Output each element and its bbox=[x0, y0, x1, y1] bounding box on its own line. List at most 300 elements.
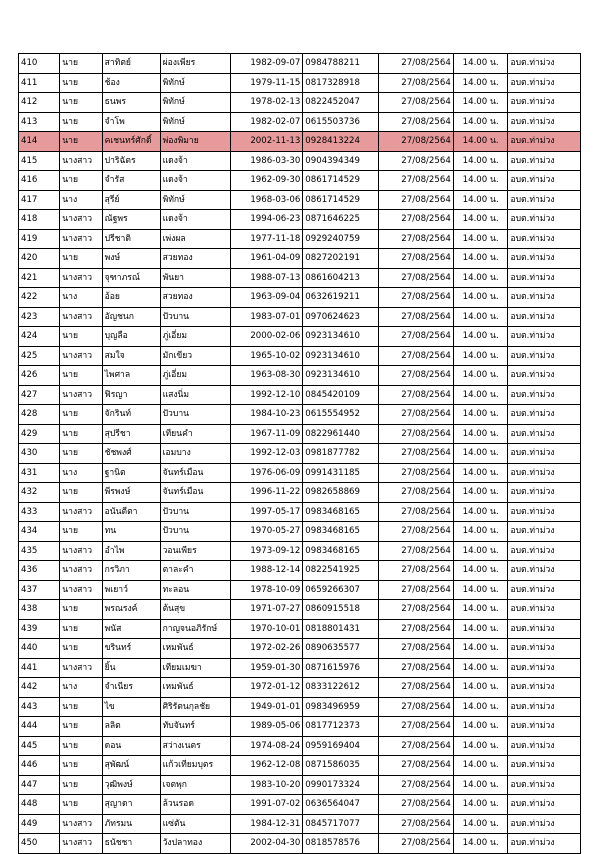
appointment-date-cell: 27/08/2564 bbox=[379, 307, 454, 327]
appointment-time-cell: 14.00 น. bbox=[453, 346, 508, 366]
row-number-cell: 411 bbox=[19, 73, 60, 93]
appointment-time-cell: 14.00 น. bbox=[453, 171, 508, 191]
first-name-cell: สมใจ bbox=[102, 346, 160, 366]
table-row bbox=[19, 327, 581, 347]
birth-date-cell: 1988-07-13 bbox=[230, 268, 302, 288]
last-name-cell: วอนเพียร bbox=[160, 541, 230, 561]
location-cell: อบต.ท่าม่วง bbox=[508, 171, 581, 191]
title-prefix-cell: นางสาว bbox=[60, 307, 102, 327]
title-prefix-cell: นาย bbox=[60, 775, 102, 795]
appointment-time-cell: 14.00 น. bbox=[453, 73, 508, 93]
table-row bbox=[19, 190, 581, 210]
appointment-date-cell: 27/08/2564 bbox=[379, 463, 454, 483]
table-row bbox=[19, 444, 581, 464]
birth-date-cell: 1961-04-09 bbox=[230, 249, 302, 269]
last-name-cell: แซ่ตัน bbox=[160, 814, 230, 834]
last-name-cell: สวยทอง bbox=[160, 249, 230, 269]
phone-number-cell: 0817328918 bbox=[303, 73, 379, 93]
appointment-date-cell: 27/08/2564 bbox=[379, 775, 454, 795]
location-cell: อบต.ท่าม่วง bbox=[508, 600, 581, 620]
appointment-time-cell: 14.00 น. bbox=[453, 112, 508, 132]
row-number-cell: 429 bbox=[19, 424, 60, 444]
phone-number-cell: 0991431185 bbox=[303, 463, 379, 483]
birth-date-cell: 1984-12-31 bbox=[230, 814, 302, 834]
first-name-cell: ยิ้น bbox=[102, 658, 160, 678]
table-row bbox=[19, 678, 581, 698]
location-cell: อบต.ท่าม่วง bbox=[508, 619, 581, 639]
location-cell: อบต.ท่าม่วง bbox=[508, 229, 581, 249]
row-number-cell: 439 bbox=[19, 619, 60, 639]
table-row bbox=[19, 541, 581, 561]
first-name-cell: ภัทรมน bbox=[102, 814, 160, 834]
last-name-cell: ล้วนรอด bbox=[160, 795, 230, 815]
table-row bbox=[19, 697, 581, 717]
title-prefix-cell: นาง bbox=[60, 678, 102, 698]
first-name-cell: สุพัฒน์ bbox=[102, 756, 160, 776]
first-name-cell: อำไพ bbox=[102, 541, 160, 561]
appointment-time-cell: 14.00 น. bbox=[453, 444, 508, 464]
appointment-date-cell: 27/08/2564 bbox=[379, 619, 454, 639]
appointment-time-cell: 14.00 น. bbox=[453, 405, 508, 425]
appointment-date-cell: 27/08/2564 bbox=[379, 600, 454, 620]
title-prefix-cell: นาย bbox=[60, 619, 102, 639]
phone-number-cell: 0923134610 bbox=[303, 327, 379, 347]
appointment-time-cell: 14.00 น. bbox=[453, 736, 508, 756]
last-name-cell: ปัวบาน bbox=[160, 522, 230, 542]
birth-date-cell: 1983-07-01 bbox=[230, 307, 302, 327]
location-cell: อบต.ท่าม่วง bbox=[508, 541, 581, 561]
first-name-cell: ชัชพงศ์ bbox=[102, 444, 160, 464]
phone-number-cell: 0833122612 bbox=[303, 678, 379, 698]
appointment-date-cell: 27/08/2564 bbox=[379, 73, 454, 93]
appointment-time-cell: 14.00 น. bbox=[453, 93, 508, 113]
appointment-time-cell: 14.00 น. bbox=[453, 151, 508, 171]
row-number-cell: 444 bbox=[19, 717, 60, 737]
row-number-cell: 430 bbox=[19, 444, 60, 464]
phone-number-cell: 0861604213 bbox=[303, 268, 379, 288]
row-number-cell: 416 bbox=[19, 171, 60, 191]
phone-number-cell: 0818801431 bbox=[303, 619, 379, 639]
row-number-cell: 443 bbox=[19, 697, 60, 717]
first-name-cell: พนัส bbox=[102, 619, 160, 639]
first-name-cell: พเยาว์ bbox=[102, 580, 160, 600]
location-cell: อบต.ท่าม่วง bbox=[508, 522, 581, 542]
appointment-date-cell: 27/08/2564 bbox=[379, 678, 454, 698]
appointment-date-cell: 27/08/2564 bbox=[379, 171, 454, 191]
appointment-date-cell: 27/08/2564 bbox=[379, 405, 454, 425]
appointment-time-cell: 14.00 น. bbox=[453, 580, 508, 600]
birth-date-cell: 2000-02-06 bbox=[230, 327, 302, 347]
birth-date-cell: 1970-05-27 bbox=[230, 522, 302, 542]
birth-date-cell: 1967-11-09 bbox=[230, 424, 302, 444]
location-cell: อบต.ท่าม่วง bbox=[508, 327, 581, 347]
row-number-cell: 450 bbox=[19, 834, 60, 854]
birth-date-cell: 1974-08-24 bbox=[230, 736, 302, 756]
location-cell: อบต.ท่าม่วง bbox=[508, 795, 581, 815]
last-name-cell: กาญจนอภิรักษ์ bbox=[160, 619, 230, 639]
title-prefix-cell: นางสาว bbox=[60, 502, 102, 522]
location-cell: อบต.ท่าม่วง bbox=[508, 73, 581, 93]
row-number-cell: 441 bbox=[19, 658, 60, 678]
row-number-cell: 432 bbox=[19, 483, 60, 503]
location-cell: อบต.ท่าม่วง bbox=[508, 678, 581, 698]
birth-date-cell: 2002-11-13 bbox=[230, 132, 302, 152]
table-row bbox=[19, 229, 581, 249]
location-cell: อบต.ท่าม่วง bbox=[508, 268, 581, 288]
appointment-date-cell: 27/08/2564 bbox=[379, 366, 454, 386]
title-prefix-cell: นาย bbox=[60, 444, 102, 464]
location-cell: อบต.ท่าม่วง bbox=[508, 112, 581, 132]
last-name-cell: ปัวบาน bbox=[160, 502, 230, 522]
location-cell: อบต.ท่าม่วง bbox=[508, 639, 581, 659]
table-row bbox=[19, 619, 581, 639]
phone-number-cell: 0817712373 bbox=[303, 717, 379, 737]
title-prefix-cell: นาย bbox=[60, 54, 102, 74]
row-number-cell: 434 bbox=[19, 522, 60, 542]
birth-date-cell: 1978-02-13 bbox=[230, 93, 302, 113]
table-row bbox=[19, 502, 581, 522]
row-number-cell: 442 bbox=[19, 678, 60, 698]
table-row bbox=[19, 463, 581, 483]
title-prefix-cell: นาย bbox=[60, 522, 102, 542]
appointment-time-cell: 14.00 น. bbox=[453, 249, 508, 269]
appointment-date-cell: 27/08/2564 bbox=[379, 346, 454, 366]
appointment-date-cell: 27/08/2564 bbox=[379, 424, 454, 444]
phone-number-cell: 0929240759 bbox=[303, 229, 379, 249]
first-name-cell: ฟิรญา bbox=[102, 385, 160, 405]
location-cell: อบต.ท่าม่วง bbox=[508, 424, 581, 444]
first-name-cell: จำรัส bbox=[102, 171, 160, 191]
phone-number-cell: 0615554952 bbox=[303, 405, 379, 425]
birth-date-cell: 1992-12-10 bbox=[230, 385, 302, 405]
title-prefix-cell: นาย bbox=[60, 697, 102, 717]
title-prefix-cell: นาย bbox=[60, 600, 102, 620]
phone-number-cell: 0890635577 bbox=[303, 639, 379, 659]
row-number-cell: 423 bbox=[19, 307, 60, 327]
phone-number-cell: 0983496959 bbox=[303, 697, 379, 717]
title-prefix-cell: นาย bbox=[60, 483, 102, 503]
last-name-cell: เอมบาง bbox=[160, 444, 230, 464]
last-name-cell: ทับจันทร์ bbox=[160, 717, 230, 737]
last-name-cell: พันยา bbox=[160, 268, 230, 288]
table-row bbox=[19, 54, 581, 74]
appointment-time-cell: 14.00 น. bbox=[453, 366, 508, 386]
table-row bbox=[19, 639, 581, 659]
appointment-date-cell: 27/08/2564 bbox=[379, 268, 454, 288]
last-name-cell: แก้วเทียมบุตร bbox=[160, 756, 230, 776]
row-number-cell: 426 bbox=[19, 366, 60, 386]
location-cell: อบต.ท่าม่วง bbox=[508, 151, 581, 171]
appointment-date-cell: 27/08/2564 bbox=[379, 54, 454, 74]
table-row bbox=[19, 346, 581, 366]
appointment-date-cell: 27/08/2564 bbox=[379, 229, 454, 249]
location-cell: อบต.ท่าม่วง bbox=[508, 405, 581, 425]
first-name-cell: จำโพ bbox=[102, 112, 160, 132]
phone-number-cell: 0871615976 bbox=[303, 658, 379, 678]
last-name-cell: ต้นสุข bbox=[160, 600, 230, 620]
first-name-cell: ไพศาล bbox=[102, 366, 160, 386]
title-prefix-cell: นาย bbox=[60, 424, 102, 444]
last-name-cell: ปัวบาน bbox=[160, 307, 230, 327]
appointment-time-cell: 14.00 น. bbox=[453, 541, 508, 561]
title-prefix-cell: นาง bbox=[60, 288, 102, 308]
first-name-cell: ลลิต bbox=[102, 717, 160, 737]
row-number-cell: 438 bbox=[19, 600, 60, 620]
appointment-date-cell: 27/08/2564 bbox=[379, 795, 454, 815]
birth-date-cell: 1973-09-12 bbox=[230, 541, 302, 561]
first-name-cell: ธนพร bbox=[102, 93, 160, 113]
table-row bbox=[19, 600, 581, 620]
birth-date-cell: 1982-02-07 bbox=[230, 112, 302, 132]
first-name-cell: ขรินทร์ bbox=[102, 639, 160, 659]
table-row bbox=[19, 171, 581, 191]
last-name-cell: พิทักษ์ bbox=[160, 190, 230, 210]
table-row bbox=[19, 132, 581, 152]
birth-date-cell: 1962-09-30 bbox=[230, 171, 302, 191]
row-number-cell: 410 bbox=[19, 54, 60, 74]
phone-number-cell: 0923134610 bbox=[303, 346, 379, 366]
appointment-time-cell: 14.00 น. bbox=[453, 327, 508, 347]
last-name-cell: ภู่เอี่ยม bbox=[160, 366, 230, 386]
title-prefix-cell: นางสาว bbox=[60, 268, 102, 288]
location-cell: อบต.ท่าม่วง bbox=[508, 580, 581, 600]
row-number-cell: 447 bbox=[19, 775, 60, 795]
last-name-cell: วังปลาทอง bbox=[160, 834, 230, 854]
row-number-cell: 422 bbox=[19, 288, 60, 308]
phone-number-cell: 0861714529 bbox=[303, 190, 379, 210]
location-cell: อบต.ท่าม่วง bbox=[508, 93, 581, 113]
registration-table-body bbox=[19, 54, 581, 854]
appointment-time-cell: 14.00 น. bbox=[453, 639, 508, 659]
last-name-cell: แดงจ้า bbox=[160, 151, 230, 171]
row-number-cell: 414 bbox=[19, 132, 60, 152]
table-row bbox=[19, 717, 581, 737]
appointment-date-cell: 27/08/2564 bbox=[379, 834, 454, 854]
row-number-cell: 435 bbox=[19, 541, 60, 561]
appointment-time-cell: 14.00 น. bbox=[453, 132, 508, 152]
table-row bbox=[19, 210, 581, 230]
appointment-time-cell: 14.00 น. bbox=[453, 229, 508, 249]
appointment-time-cell: 14.00 น. bbox=[453, 502, 508, 522]
appointment-date-cell: 27/08/2564 bbox=[379, 132, 454, 152]
first-name-cell: สาทิตย์ bbox=[102, 54, 160, 74]
birth-date-cell: 1971-07-27 bbox=[230, 600, 302, 620]
appointment-date-cell: 27/08/2564 bbox=[379, 697, 454, 717]
title-prefix-cell: นาย bbox=[60, 366, 102, 386]
last-name-cell: ทะลอน bbox=[160, 580, 230, 600]
title-prefix-cell: นางสาว bbox=[60, 658, 102, 678]
birth-date-cell: 1978-10-09 bbox=[230, 580, 302, 600]
last-name-cell: แดงจ้า bbox=[160, 171, 230, 191]
location-cell: อบต.ท่าม่วง bbox=[508, 697, 581, 717]
phone-number-cell: 0636564047 bbox=[303, 795, 379, 815]
table-row bbox=[19, 405, 581, 425]
appointment-date-cell: 27/08/2564 bbox=[379, 151, 454, 171]
title-prefix-cell: นางสาว bbox=[60, 580, 102, 600]
appointment-date-cell: 27/08/2564 bbox=[379, 814, 454, 834]
location-cell: อบต.ท่าม่วง bbox=[508, 366, 581, 386]
title-prefix-cell: นาย bbox=[60, 405, 102, 425]
phone-number-cell: 0959169404 bbox=[303, 736, 379, 756]
first-name-cell: อัญชนก bbox=[102, 307, 160, 327]
last-name-cell: เทียมเมฆา bbox=[160, 658, 230, 678]
phone-number-cell: 0632619211 bbox=[303, 288, 379, 308]
last-name-cell: จันทร์เมือน bbox=[160, 463, 230, 483]
birth-date-cell: 1986-03-30 bbox=[230, 151, 302, 171]
row-number-cell: 428 bbox=[19, 405, 60, 425]
first-name-cell: สุรีย์ bbox=[102, 190, 160, 210]
title-prefix-cell: นาย bbox=[60, 249, 102, 269]
phone-number-cell: 0990173324 bbox=[303, 775, 379, 795]
last-name-cell: ผ่องเพียร bbox=[160, 54, 230, 74]
row-number-cell: 436 bbox=[19, 561, 60, 581]
birth-date-cell: 1997-05-17 bbox=[230, 502, 302, 522]
title-prefix-cell: นาง bbox=[60, 190, 102, 210]
appointment-date-cell: 27/08/2564 bbox=[379, 658, 454, 678]
phone-number-cell: 0861714529 bbox=[303, 171, 379, 191]
birth-date-cell: 1976-06-09 bbox=[230, 463, 302, 483]
first-name-cell: อ้อย bbox=[102, 288, 160, 308]
title-prefix-cell: นางสาว bbox=[60, 541, 102, 561]
location-cell: อบต.ท่าม่วง bbox=[508, 307, 581, 327]
table-row bbox=[19, 580, 581, 600]
table-row bbox=[19, 736, 581, 756]
first-name-cell: สุญาดา bbox=[102, 795, 160, 815]
title-prefix-cell: นาย bbox=[60, 717, 102, 737]
phone-number-cell: 0822541925 bbox=[303, 561, 379, 581]
last-name-cell: ภู่เอี่ยม bbox=[160, 327, 230, 347]
birth-date-cell: 1972-02-26 bbox=[230, 639, 302, 659]
phone-number-cell: 0981877782 bbox=[303, 444, 379, 464]
phone-number-cell: 0983468165 bbox=[303, 522, 379, 542]
title-prefix-cell: นาย bbox=[60, 736, 102, 756]
row-number-cell: 417 bbox=[19, 190, 60, 210]
first-name-cell: ปรีชาติ bbox=[102, 229, 160, 249]
appointment-time-cell: 14.00 น. bbox=[453, 561, 508, 581]
appointment-date-cell: 27/08/2564 bbox=[379, 112, 454, 132]
first-name-cell: ณัฐพร bbox=[102, 210, 160, 230]
table-row bbox=[19, 775, 581, 795]
location-cell: อบต.ท่าม่วง bbox=[508, 736, 581, 756]
appointment-time-cell: 14.00 น. bbox=[453, 756, 508, 776]
appointment-time-cell: 14.00 น. bbox=[453, 600, 508, 620]
location-cell: อบต.ท่าม่วง bbox=[508, 210, 581, 230]
appointment-date-cell: 27/08/2564 bbox=[379, 210, 454, 230]
appointment-date-cell: 27/08/2564 bbox=[379, 288, 454, 308]
location-cell: อบต.ท่าม่วง bbox=[508, 483, 581, 503]
appointment-date-cell: 27/08/2564 bbox=[379, 717, 454, 737]
birth-date-cell: 1983-10-20 bbox=[230, 775, 302, 795]
first-name-cell: วุฒิพงษ์ bbox=[102, 775, 160, 795]
phone-number-cell: 0845717077 bbox=[303, 814, 379, 834]
table-row bbox=[19, 756, 581, 776]
appointment-date-cell: 27/08/2564 bbox=[379, 561, 454, 581]
birth-date-cell: 1963-08-30 bbox=[230, 366, 302, 386]
title-prefix-cell: นาย bbox=[60, 93, 102, 113]
table-row bbox=[19, 834, 581, 854]
appointment-date-cell: 27/08/2564 bbox=[379, 541, 454, 561]
first-name-cell: อนันตีตา bbox=[102, 502, 160, 522]
location-cell: อบต.ท่าม่วง bbox=[508, 132, 581, 152]
appointment-date-cell: 27/08/2564 bbox=[379, 522, 454, 542]
appointment-time-cell: 14.00 น. bbox=[453, 288, 508, 308]
birth-date-cell: 1988-12-14 bbox=[230, 561, 302, 581]
appointment-time-cell: 14.00 น. bbox=[453, 522, 508, 542]
title-prefix-cell: นางสาว bbox=[60, 814, 102, 834]
appointment-date-cell: 27/08/2564 bbox=[379, 444, 454, 464]
phone-number-cell: 0982658869 bbox=[303, 483, 379, 503]
first-name-cell: ทน bbox=[102, 522, 160, 542]
birth-date-cell: 1989-05-06 bbox=[230, 717, 302, 737]
appointment-time-cell: 14.00 น. bbox=[453, 795, 508, 815]
last-name-cell: เจตพุก bbox=[160, 775, 230, 795]
row-number-cell: 412 bbox=[19, 93, 60, 113]
appointment-time-cell: 14.00 น. bbox=[453, 717, 508, 737]
location-cell: อบต.ท่าม่วง bbox=[508, 346, 581, 366]
birth-date-cell: 1977-11-18 bbox=[230, 229, 302, 249]
location-cell: อบต.ท่าม่วง bbox=[508, 385, 581, 405]
appointment-time-cell: 14.00 น. bbox=[453, 658, 508, 678]
table-row bbox=[19, 814, 581, 834]
title-prefix-cell: นาย bbox=[60, 132, 102, 152]
row-number-cell: 449 bbox=[19, 814, 60, 834]
row-number-cell: 433 bbox=[19, 502, 60, 522]
phone-number-cell: 0923134610 bbox=[303, 366, 379, 386]
row-number-cell: 437 bbox=[19, 580, 60, 600]
title-prefix-cell: นาย bbox=[60, 73, 102, 93]
appointment-date-cell: 27/08/2564 bbox=[379, 756, 454, 776]
phone-number-cell: 0827202191 bbox=[303, 249, 379, 269]
row-number-cell: 446 bbox=[19, 756, 60, 776]
row-number-cell: 448 bbox=[19, 795, 60, 815]
appointment-time-cell: 14.00 น. bbox=[453, 54, 508, 74]
birth-date-cell: 1972-01-12 bbox=[230, 678, 302, 698]
phone-number-cell: 0871586035 bbox=[303, 756, 379, 776]
phone-number-cell: 0983468165 bbox=[303, 502, 379, 522]
table-row bbox=[19, 112, 581, 132]
appointment-time-cell: 14.00 น. bbox=[453, 424, 508, 444]
phone-number-cell: 0860915518 bbox=[303, 600, 379, 620]
row-number-cell: 427 bbox=[19, 385, 60, 405]
appointment-time-cell: 14.00 น. bbox=[453, 678, 508, 698]
location-cell: อบต.ท่าม่วง bbox=[508, 814, 581, 834]
phone-number-cell: 0904394349 bbox=[303, 151, 379, 171]
title-prefix-cell: นาย bbox=[60, 639, 102, 659]
appointment-time-cell: 14.00 น. bbox=[453, 834, 508, 854]
appointment-time-cell: 14.00 น. bbox=[453, 697, 508, 717]
table-row bbox=[19, 795, 581, 815]
first-name-cell: พีรพงษ์ bbox=[102, 483, 160, 503]
appointment-time-cell: 14.00 น. bbox=[453, 268, 508, 288]
first-name-cell: ธนัชชา bbox=[102, 834, 160, 854]
birth-date-cell: 1979-11-15 bbox=[230, 73, 302, 93]
last-name-cell: สวยทอง bbox=[160, 288, 230, 308]
phone-number-cell: 0928413224 bbox=[303, 132, 379, 152]
appointment-date-cell: 27/08/2564 bbox=[379, 502, 454, 522]
birth-date-cell: 1965-10-02 bbox=[230, 346, 302, 366]
birth-date-cell: 1949-01-01 bbox=[230, 697, 302, 717]
title-prefix-cell: นาย bbox=[60, 327, 102, 347]
last-name-cell: สว่างเนตร bbox=[160, 736, 230, 756]
last-name-cell: ศิริรัตนกุลชัย bbox=[160, 697, 230, 717]
first-name-cell: ช้อง bbox=[102, 73, 160, 93]
first-name-cell: พรณรงค์ bbox=[102, 600, 160, 620]
appointment-time-cell: 14.00 น. bbox=[453, 307, 508, 327]
birth-date-cell: 1991-07-02 bbox=[230, 795, 302, 815]
appointment-time-cell: 14.00 น. bbox=[453, 814, 508, 834]
table-row bbox=[19, 561, 581, 581]
table-row bbox=[19, 151, 581, 171]
